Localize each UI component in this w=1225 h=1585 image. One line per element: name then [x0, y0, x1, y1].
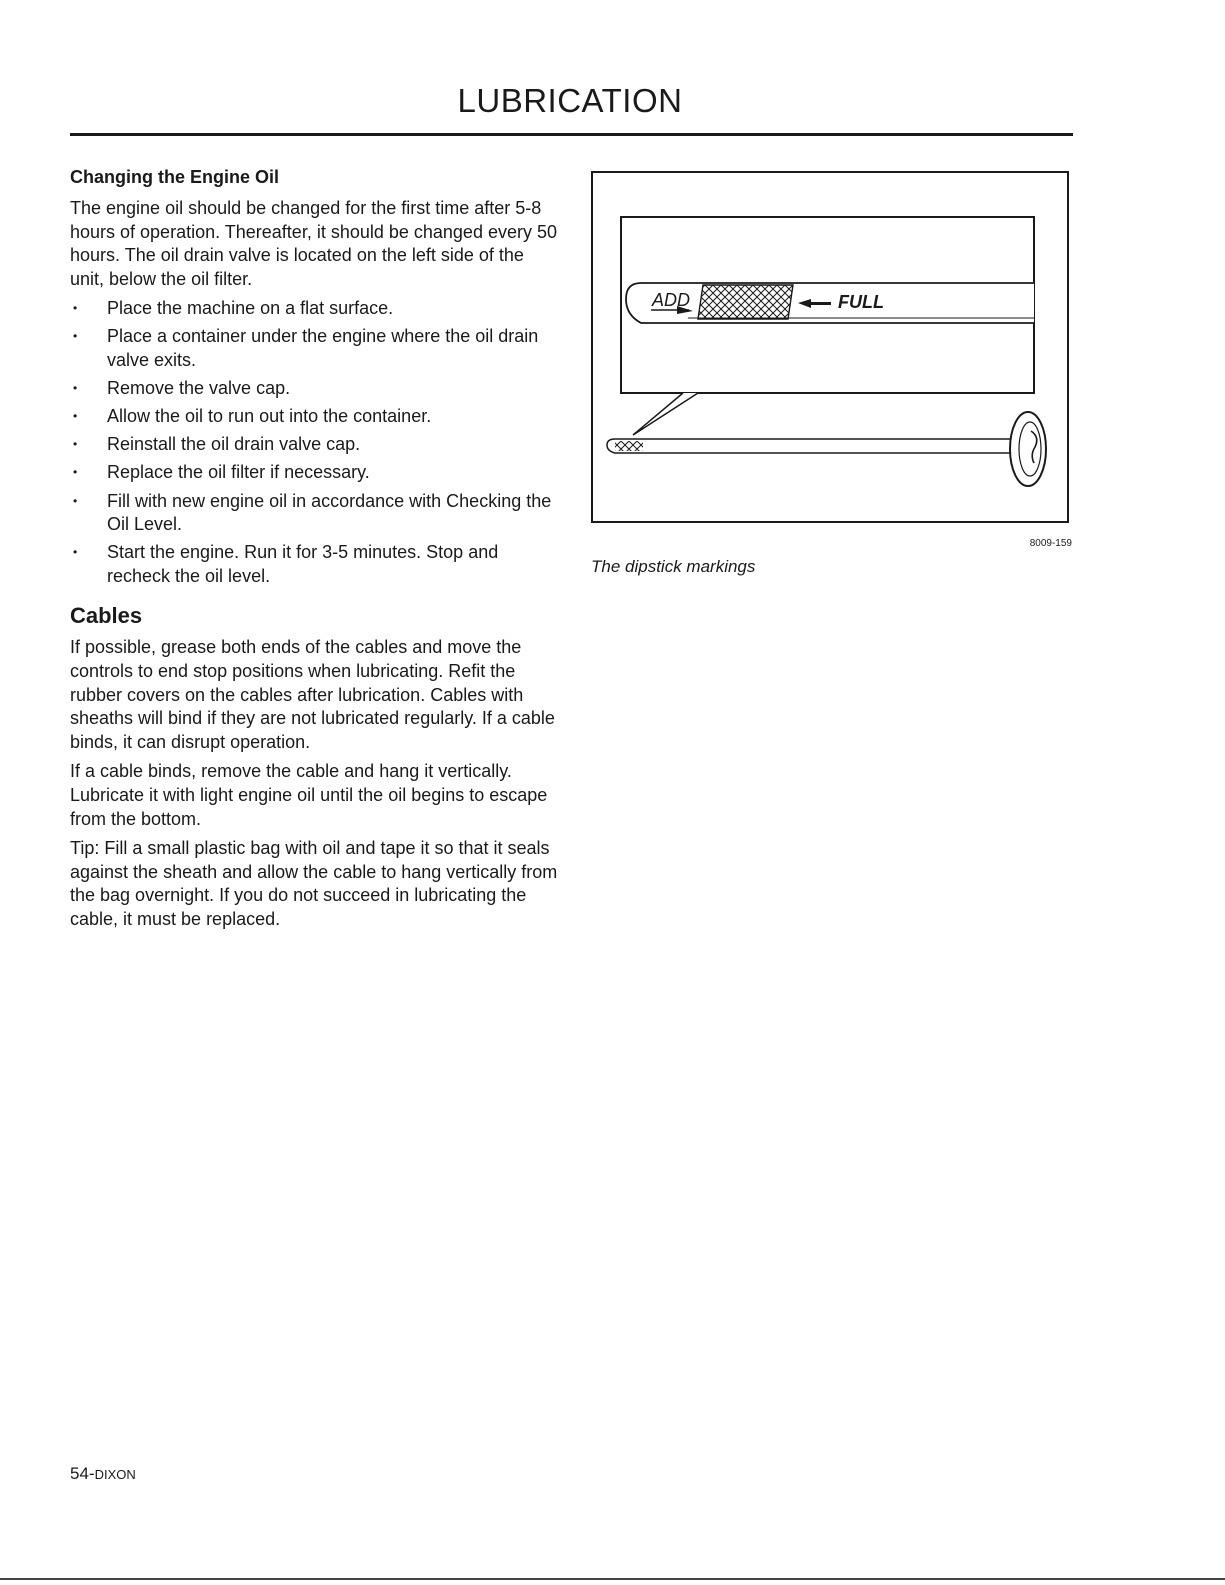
list-item	[70, 490, 560, 537]
bullet-icon: •	[73, 381, 78, 396]
step-text: Replace the oil filter if necessary.	[107, 462, 370, 483]
page-number: 54-	[70, 1464, 95, 1483]
brand-name: DIXON	[94, 1467, 136, 1482]
hatched-range	[698, 285, 793, 319]
list-item	[70, 405, 560, 429]
left-column	[70, 165, 560, 938]
cables-heading: Cables	[70, 603, 143, 629]
cables-paragraph: If a cable binds, remove the cable and hang it vertically. Lubricate it with light engine oil until the oil begins to escape from the bottom.	[70, 761, 548, 829]
cables-paragraph: If possible, grease both ends of the cables and move the controls to end stop positions when lubricating. Refit the rubber covers on the cables after lubrication. Cables with sheaths will bind if they are not lubricated regularly. If a cable binds, it can disrupt operation.	[70, 637, 555, 752]
bullet-icon: •	[73, 329, 78, 344]
oil-change-heading: Changing the Engine Oil	[70, 167, 279, 187]
list-item	[70, 433, 560, 457]
list-item	[70, 541, 560, 588]
step-text: Place the machine on a flat surface.	[107, 298, 394, 319]
callout-pointer	[633, 393, 698, 435]
dipstick-illustration	[593, 173, 1067, 521]
step-text: Remove the valve cap.	[107, 378, 291, 399]
shaft-marking	[615, 441, 643, 451]
figure-caption: The dipstick markings	[591, 557, 756, 576]
bullet-icon: •	[73, 437, 78, 452]
list-item	[70, 297, 560, 321]
oil-change-steps	[70, 297, 560, 588]
cables-tip-paragraph: Tip: Fill a small plastic bag with oil and tape it so that it seals against the sheath and allow the cable to hang vertically from the bag overnight. If you do not succeed in lubricating the cable, it must be replaced.	[70, 838, 558, 929]
dipstick-figure	[591, 171, 1069, 523]
bullet-icon: •	[73, 409, 78, 424]
title-rule	[70, 133, 1073, 136]
list-item	[70, 461, 560, 485]
page-title: LUBRICATION	[457, 82, 683, 119]
step-text: Reinstall the oil drain valve cap.	[107, 434, 361, 455]
list-item	[70, 325, 560, 372]
bullet-icon: •	[73, 545, 78, 560]
step-text: Fill with new engine oil in accordance with Checking the Oil Level.	[107, 490, 552, 535]
figure-id: 8009-159	[1029, 538, 1072, 549]
step-text: Start the engine. Run it for 3-5 minutes. Stop and recheck the oil level.	[107, 542, 499, 586]
full-label: FULL	[838, 292, 884, 312]
list-item	[70, 377, 560, 401]
bullet-icon: •	[73, 465, 78, 480]
step-text: Allow the oil to run out into the container.	[107, 406, 432, 427]
bottom-rule	[0, 1578, 1225, 1580]
page-footer	[70, 1464, 136, 1484]
add-label: ADD	[652, 290, 691, 310]
step-text: Place a container under the engine where the oil drain valve exits.	[107, 326, 539, 371]
bullet-icon: •	[73, 493, 78, 508]
bullet-icon: •	[73, 301, 78, 316]
dipstick-shaft	[607, 439, 1011, 453]
oil-change-intro: The engine oil should be changed for the first time after 5-8 hours of operation. Thereafter, it should be changed every 50 hours. The oil drain valve is located on the left side of the unit, below the oil filter.	[70, 198, 557, 289]
